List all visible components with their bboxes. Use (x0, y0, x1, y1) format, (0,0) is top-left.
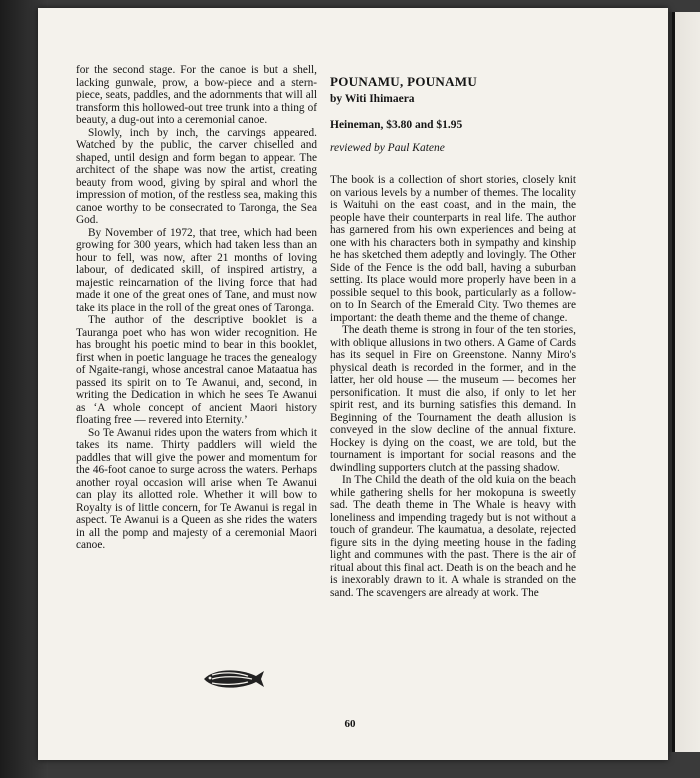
paragraph: In The Child the death of the old kuia on the beach while gathering shells for her mokopuna is sweetly sad. The death theme in The Whale is heavy with loneliness and impending tragedy but is not without a touch of grandeur. The kaumatua, a desolate, rejected figure sits in the dying meeting house in the fading light and communes with the past. There is the air of ritual about this final act. Death is on the beach and he is inexorably drawn to it. A whale is stranded on the sand. The scavengers are already at work. The (330, 474, 576, 599)
paragraph: The book is a collection of short stories, closely knit on various levels by a number of themes. The locality is Waituhi on the east coast, and in the main, the people have their counterparts in real life. The author has garnered from his own experiences and being at one with his characters both in sympathy and kinship he has sketched them adeptly and lovingly. The Other Side of the Fence is the odd ball, having a suburban setting. Its place would more properly have been in a possible sequel to this book, particularly as a follow-on to In Search of the Emerald City. Two themes are important: the death theme and the theme of change. (330, 174, 576, 324)
paragraph: The death theme is strong in four of the ten stories, with oblique allusions in two others. A Game of Cards has its sequel in Fire on Greenstone. Nanny Miro's physical death is recorded in the former, and in the latter, her old house — the museum — becomes her personification. It must die also, if only to let her spirit rest, and its burning satisfies this demand. In Beginning of the Tournament the death allusion is conveyed in the slow decline of the annual fixture. Hockey is dying on the coast, we are told, but the tournament is important for social reasons and the dwindling supporters clutch at the passing shadow. (330, 324, 576, 474)
facing-page-edge (668, 12, 700, 752)
paragraph: Slowly, inch by inch, the carvings appeared. Watched by the public, the carver chiselled and shaped, until design and form began to appear. The architect of the shape was now the artist, creating beauty from wood, giving by spiral and whorl the impression of motion, of the restless sea, making this canoe worthy to be consecrated to Taronga, the Sea God. (76, 126, 317, 226)
paragraph: So Te Awanui rides upon the waters from which it takes its name. Thirty paddlers will wield the paddles that will give the power and momentum for the 46-foot canoe to surge across the waters. Perhaps another royal occasion will arise when Te Awanui can play its allotted role. Whether it will bow to Royalty is of little concern, for Te Awanui is regal in aspect. Te Awanui is a Queen as she rides the waters in all the pomp and majesty of a ceremonial Maori canoe. (76, 426, 317, 551)
review-publisher: Heineman, $3.80 and $1.95 (330, 119, 463, 131)
review-reviewer: reviewed by Paul Katene (330, 141, 445, 154)
review-title: POUNAMU, POUNAMU (330, 74, 478, 89)
review-column (330, 76, 576, 599)
review-author: by Witi Ihimaera (330, 92, 415, 105)
paragraph: The author of the descriptive booklet is a Tauranga poet who has won wider recognition. He has brought his poetic mind to bear in this booklet, first when in poetic language he traces the genealogy of Ngaite-rangi, whose ancestral canoe Mataatua has passed its spirit on to Te Awanui, and, second, in writing the Dedication in which he sees Te Awanui as ‘A whole concept of ancient Maori history floating free — revered into Eternity.’ (76, 314, 317, 426)
page-number: 60 (344, 718, 356, 730)
paragraph: for the second stage. For the canoe is but a shell, lacking gunwale, prow, a bow-piece and a stern-piece, seats, paddles, and the adornments that will all transform this hollowed-out tree trunk into a thing of beauty, a dug-out into a ceremonial canoe. (76, 64, 317, 126)
left-column (76, 64, 317, 552)
carved-fish-ornament-icon (200, 666, 266, 692)
paragraph: By November of 1972, that tree, which had been growing for 300 years, which had taken less than an hour to fell, was now, after 21 months of loving labour, of dedicated skill, of inspired artistry, a majestic reincarnation of the living force that had made it one of the great ones of Tane, and must now take its place in the roll of the great ones of Taronga. (76, 226, 317, 314)
binding-shadow (672, 12, 675, 752)
